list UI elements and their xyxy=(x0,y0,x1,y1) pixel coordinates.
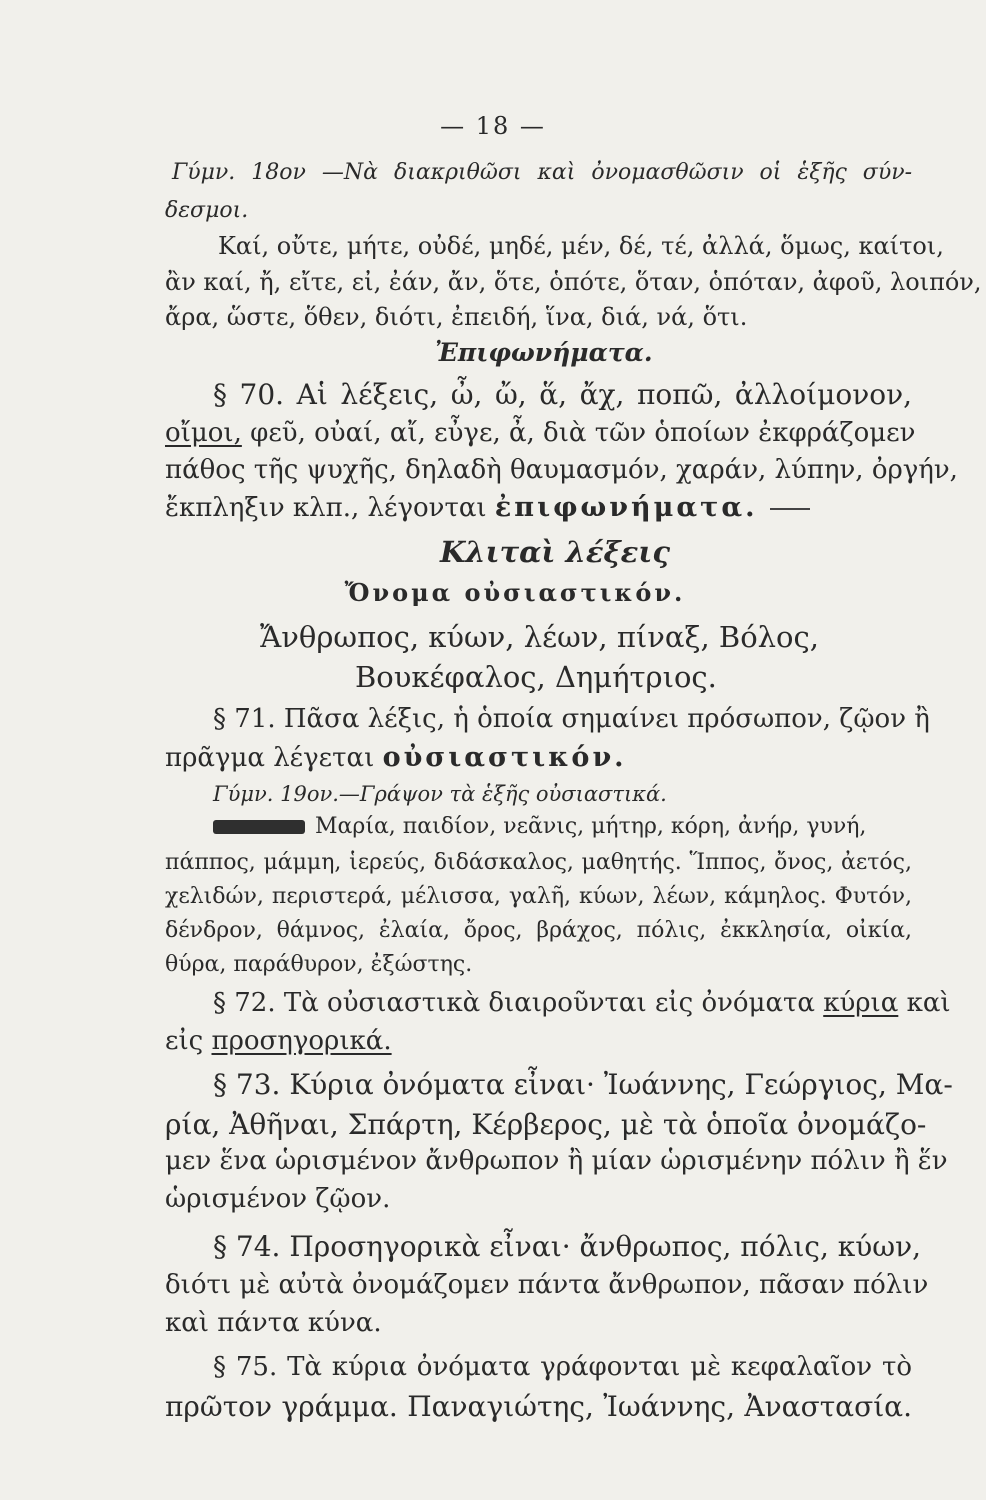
paragraph-72-line-1: § 72. Τὰ οὐσιαστικὰ διαιροῦνται εἰς ὀνόματα κύρια καὶ xyxy=(213,988,951,1018)
underlined-prosigorika: προσηγορικά. xyxy=(211,1026,392,1056)
exercise-19-line-4: δένδρον, θάμνος, ἐλαία, ὄρος, βράχος, πόλις, ἐκκλησία, οἰκία, xyxy=(165,918,912,943)
ink-blot xyxy=(213,820,305,834)
paragraph-75-line-2: πρῶτον γράμμα. Παναγιώτης, Ἰωάννης, Ἀναστασία. xyxy=(165,1390,912,1423)
paragraph-72-line-2: εἰς προσηγορικά. xyxy=(165,1026,392,1056)
paragraph-75-line-1: § 75. Τὰ κύρια ὀνόματα γράφονται μὲ κεφαλαῖον τὸ xyxy=(213,1352,912,1382)
paragraph-73-line-2: ρία, Ἀθῆναι, Σπάρτη, Κέρβερος, μὲ τὰ ὁποῖα ὀνομάζο- xyxy=(165,1108,927,1141)
exercise-18-line-1: Γύμν. 18ον —Νὰ διακριθῶσι καὶ ὀνομασθῶσιν οἱ ἑξῆς σύν- xyxy=(172,160,912,185)
paragraph-73-line-3: μεν ἕνα ὡρισμένον ἄνθρωπον ἢ μίαν ὡρισμένην πόλιν ἢ ἕν xyxy=(165,1146,948,1176)
paragraph-71-line-1: § 71. Πᾶσα λέξις, ἡ ὁποία σημαίνει πρόσωπον, ζῷον ἢ xyxy=(213,704,930,734)
paragraph-74-line-3: καὶ πάντα κύνα. xyxy=(165,1308,382,1338)
paragraph-70-line-1: § 70. Αἱ λέξεις, ὦ, ὤ, ἅ, ἄχ, ποπῶ, ἀλλοίμονον, xyxy=(213,378,912,411)
term-epifonimata: ἐπιφωνήματα. xyxy=(494,492,758,523)
heading-onoma-ousiastikon: Ὄνομα οὐσιαστικόν. xyxy=(344,578,686,607)
heading-klitai-lexeis: Κλιταὶ λέξεις xyxy=(440,535,670,569)
underlined-kyria: κύρια xyxy=(823,988,899,1018)
examples-line-1: Ἄνθρωπος, κύων, λέων, πίναξ, Βόλος, xyxy=(260,620,819,654)
paragraph-70-line-4: ἔκπληξιν κλπ., λέγονται ἐπιφωνήματα. xyxy=(165,492,810,523)
exercise-19-line-2: πάππος, μάμμη, ἱερεύς, διδάσκαλος, μαθητής. Ἵππος, ὄνος, ἀετός, xyxy=(165,850,912,875)
heading-epifonimata: Ἐπιφωνήματα. xyxy=(435,338,653,367)
underlined-oimoi: οἴμοι, xyxy=(165,418,242,448)
page-number: — 18 — xyxy=(440,112,546,140)
exercise-19-line-3: χελιδών, περιστερά, μέλισσα, γαλῆ, κύων, λέων, κάμηλος. Φυτόν, xyxy=(165,884,912,909)
exercise-19-line-1: Μαρία, παιδίον, νεᾶνις, μήτηρ, κόρη, ἀνήρ, γυνή, xyxy=(213,814,866,839)
paragraph-73-line-4: ὡρισμένον ζῷον. xyxy=(165,1184,391,1214)
conjunctions-line-1: Καί, οὔτε, μήτε, οὐδέ, μηδέ, μέν, δέ, τέ, ἀλλά, ὅμως, καίτοι, xyxy=(218,232,944,260)
term-ousiastikon: οὐσιαστικόν. xyxy=(382,742,627,773)
paragraph-71-line-2: πρᾶγμα λέγεται οὐσιαστικόν. xyxy=(165,742,627,773)
conjunctions-line-3: ἄρα, ὥστε, ὅθεν, διότι, ἐπειδή, ἵνα, διά, νά, ὅτι. xyxy=(165,303,748,331)
examples-line-2: Βουκέφαλος, Δημήτριος. xyxy=(355,660,717,694)
exercise-19-line-5: θύρα, παράθυρον, ἐξώστης. xyxy=(165,952,473,977)
conjunctions-line-2: ἂν καί, ἤ, εἴτε, εἰ, ἐάν, ἄν, ὅτε, ὁπότε, ὅταν, ὁπόταν, ἀφοῦ, λοιπόν, xyxy=(165,268,982,296)
paragraph-70-line-3: πάθος τῆς ψυχῆς, δηλαδὴ θαυμασμόν, χαράν, λύπην, ὀργήν, xyxy=(165,455,958,485)
exercise-18-line-2: δεσμοι. xyxy=(165,198,249,223)
paragraph-74-line-2: διότι μὲ αὐτὰ ὀνομάζομεν πάντα ἄνθρωπον, πᾶσαν πόλιν xyxy=(165,1270,929,1300)
paragraph-74-line-1: § 74. Προσηγορικὰ εἶναι· ἄνθρωπος, πόλις, κύων, xyxy=(213,1230,922,1263)
exercise-19-title: Γύμν. 19ον.—Γράψον τὰ ἑξῆς οὐσιαστικά. xyxy=(213,782,667,806)
paragraph-70-line-2: οἴμοι, φεῦ, οὐαί, αἴ, εὖγε, ἆ, διὰ τῶν ὁποίων ἐκφράζομεν xyxy=(165,418,916,448)
dash-mark xyxy=(770,508,810,510)
paragraph-73-line-1: § 73. Κύρια ὀνόματα εἶναι· Ἰωάννης, Γεώργιος, Μα- xyxy=(213,1068,953,1101)
